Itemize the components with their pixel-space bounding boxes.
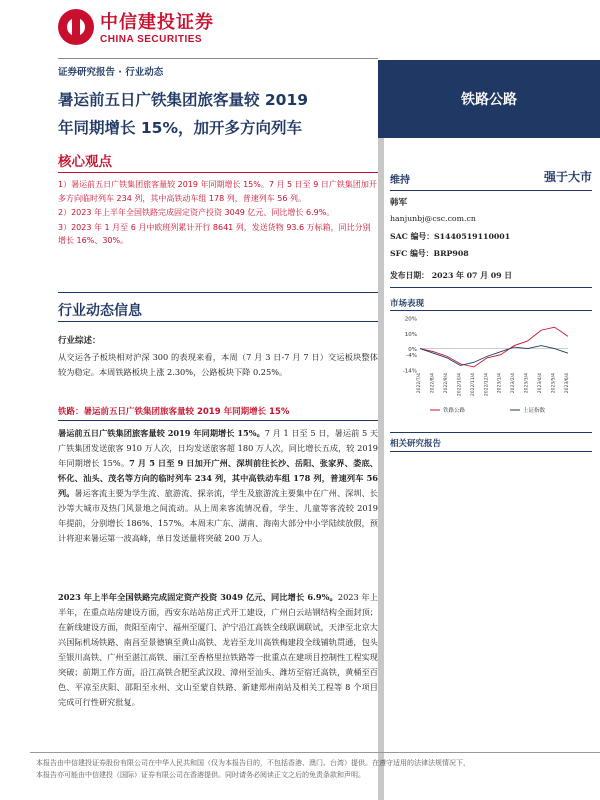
rail-heading: 铁路：暑运前五日广铁集团旅客量较 2019 年同期增长 15% — [58, 407, 290, 417]
core-heading: 核心观点 — [58, 154, 112, 170]
legend-label-1: 上证指数 — [523, 408, 546, 414]
rail-paragraph-2 — [58, 590, 378, 710]
dynamics-bottom-divider — [58, 321, 378, 322]
p2-text: 2023 年上半年，在重点站房建设方面，西安东站站房正式开工建设，广州白云站钢结构全面封顶；在新线建设方面，贵阳至南宁、福州至厦门、沪宁沿江高铁全线联调联试，天津至北京大兴国际机场铁路、南昌至景德镇至黄山高铁、龙岩至龙川高铁梅建段全线铺轨贯通，包头至银川高铁、广州至湛江高铁、丽江至香格里拉铁路等一批重点在建项目控制性工程实现突破；前期工作方面，沿江高铁合肥至武汉段、漳州至汕头、潍坊至宿迁高铁，黄桶至百色、平凉至庆阳、邵阳至永州、文山至蒙自铁路、新建郑州南站及相关工程等 8 个项目完成可行性研究批复。 — [58, 592, 378, 707]
title-line-2: 年同期增长 15%，加开多方向列车 — [58, 119, 302, 137]
sector-name: 铁路公路 — [461, 92, 517, 108]
x-tick-label: 2023/6/4 — [565, 373, 570, 394]
market-heading: 市场表现 — [390, 299, 425, 309]
legend-label-0: 铁路公路 — [443, 408, 466, 414]
rating-divider — [390, 190, 592, 191]
analyst-sac: SAC 编号：S1440519110001 — [390, 232, 511, 241]
p1-bold-2: 7 月 5 日至 9 日加开广州、深圳前往长沙、岳阳、张家界、娄底、怀化、汕头、茂名等方向的临时列车 234 列，其中高铁动车组 178 列，普速列车 56 列。 — [58, 458, 378, 498]
analyst-sfc: SFC 编号：BRP908 — [390, 249, 469, 258]
core-divider — [58, 172, 378, 173]
sector-banner — [378, 60, 600, 138]
related-bottom-divider — [390, 451, 592, 452]
core-point-3: 3）2023 年 1 月至 6 月中欧班列累计开行 8641 列，发送货物 93.6 万标箱，同比分别增长 16%、30%。 — [58, 222, 371, 245]
core-point-1: 1）暑运前五日广铁集团旅客量较 2019 年同期增长 15%。7 月 5 日至 9 日广铁集团加开多方向临时列车 234 列，其中高铁动车组 178 列，普速列车 56 列。 — [58, 180, 377, 203]
summary-text: 从交运各子板块相对沪深 300 的表现来看，本周（7 月 3 日-7 月 7 日）交运板块整体较为稳定。本周铁路板块上涨 2.30%，公路板块下降 0.25%。 — [58, 352, 378, 377]
brand-name-en: CHINA SECURITIES — [100, 34, 203, 45]
x-tick-label: 2022/12/4 — [484, 373, 490, 397]
header-divider — [58, 58, 378, 59]
y-tick-label: -14% — [402, 368, 417, 375]
market-divider — [390, 310, 592, 311]
footer-divider — [30, 752, 600, 753]
summary-heading: 行业综述： — [58, 336, 101, 346]
p1-text-2: 暑运客流主要为学生流、旅游流、探亲流，学生及旅游流主要集中在广州、深圳、长沙等大城市及热门风景地之间流动。从上周来客流情况看，学生、儿童等客流较 2019 年提前，分别增长 186%、157%。本周末广东、湖南、海南大部分中小学陆续放假，预计将迎来暑运第一波高峰，单日发送量将突破 200 万人。 — [58, 488, 378, 543]
x-tick-label: 2023/5/4 — [551, 373, 557, 394]
y-tick-label: 20% — [404, 316, 417, 323]
logo-mark-icon — [58, 9, 94, 45]
x-tick-label: 2022/7/4 — [417, 373, 422, 394]
footer-line-2: 本报告亦可能由中信建投（国际）证券有限公司在香港提供。同时请务必阅读正文之后的免责条款和声明。 — [36, 771, 365, 779]
analyst-name: 韩军 — [390, 198, 408, 208]
x-tick-label: 2022/8/4 — [430, 373, 436, 394]
report-type: 证券研究报告 · 行业动态 — [58, 67, 164, 78]
x-tick-label: 2022/10/4 — [457, 373, 463, 397]
rating-value: 强于大市 — [543, 170, 592, 184]
core-points — [58, 178, 378, 249]
x-tick-label: 2023/3/4 — [524, 373, 530, 394]
brand-logo — [58, 8, 214, 45]
related-top-divider — [390, 432, 592, 433]
x-tick-label: 2022/11/4 — [470, 373, 476, 397]
y-tick-label: 10% — [404, 331, 417, 338]
related-heading: 相关研究报告 — [390, 439, 442, 449]
dynamics-top-divider — [58, 292, 378, 293]
p1-bold-1: 暑运前五日广铁集团旅客量较 2019 年同期增长 15%。 — [58, 428, 265, 438]
x-tick-label: 2022/9/4 — [443, 373, 449, 394]
footer-disclaimer — [36, 757, 596, 781]
brand-name-cn: 中信建投证券 — [100, 12, 214, 33]
dynamics-heading: 行业动态信息 — [58, 303, 142, 319]
core-point-2: 2）2023 年上半年全国铁路完成固定资产投资 3049 亿元、同比增长 6.9%。 — [58, 208, 335, 217]
rail-divider — [58, 420, 378, 421]
p2-bold: 2023 年上半年全国铁路完成固定资产投资 3049 亿元、同比增长 6.9%。 — [58, 592, 338, 602]
p1-text-1: 7 月 1 日至 5 日，暑运前 5 天广铁集团发送旅客 910 万人次，日均发送旅客超 180 万人次，同比增长五成，较 2019 年同期增长 15%。 — [58, 428, 379, 468]
report-title — [58, 86, 378, 142]
rating-label: 维持 — [390, 175, 410, 186]
rating-row — [390, 168, 592, 186]
x-tick-label: 2023/1/4 — [497, 373, 503, 394]
x-tick-label: 2023/2/4 — [511, 373, 517, 394]
title-line-1: 暑运前五日广铁集团旅客量较 2019 — [58, 91, 309, 109]
publish-date: 发布日期： 2023 年 07 月 09 日 — [390, 271, 513, 280]
rail-paragraph-1 — [58, 426, 378, 546]
date-divider — [390, 287, 592, 288]
market-chart-svg — [390, 314, 592, 416]
x-tick-label: 2023/4/4 — [538, 373, 544, 394]
y-tick-label: 0% — [408, 347, 417, 354]
analyst-email: hanjunbj@csc.com.cn — [390, 214, 476, 223]
market-chart — [390, 314, 592, 416]
y-tick-label: -4% — [406, 353, 417, 360]
footer-line-1: 本报告由中信建投证券股份有限公司在中华人民共和国（仅为本报告目的，不包括香港、澳门、台湾）提供。在遵守适用的法律法规情况下， — [36, 759, 470, 767]
sidebar-accent-bar — [378, 138, 384, 800]
